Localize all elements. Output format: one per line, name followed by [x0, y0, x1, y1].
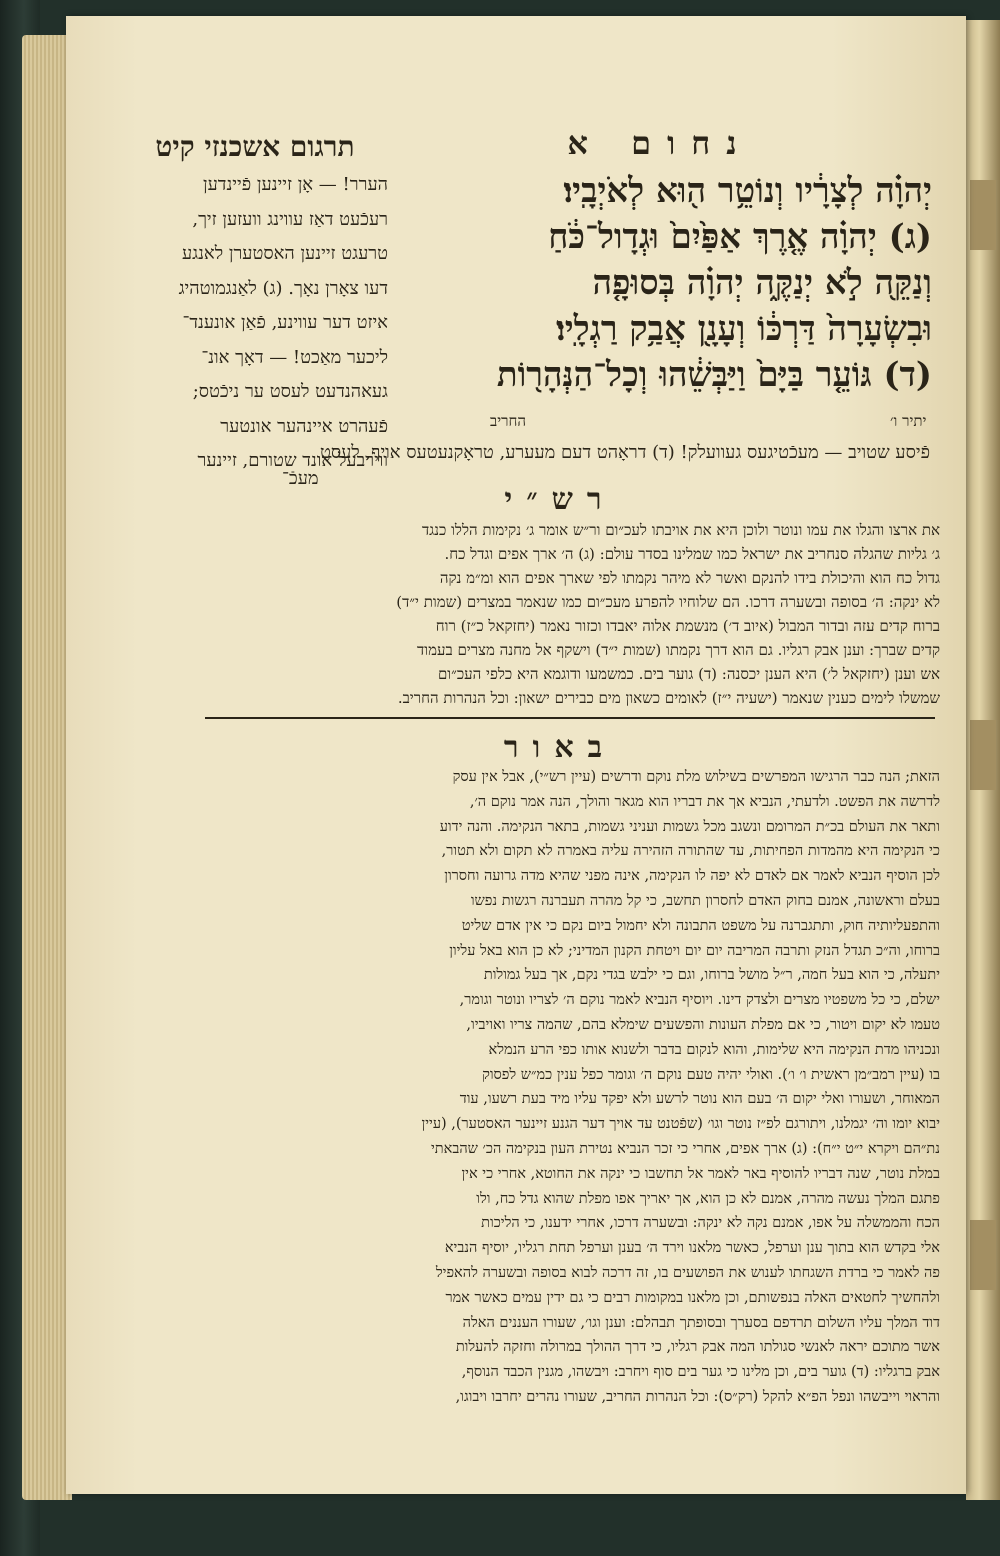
verse-line: וְנַקֵּ֖ה לֹ֣א יְנַקֶּ֑ה יְהוָ֗ה בְּסוּפָ֤ה [592, 263, 932, 303]
targum-line: פֿעהרט איינהער אונטער [220, 415, 388, 437]
targum-continuation-end: מעכֿ־ [282, 468, 319, 489]
targum-column [150, 168, 388, 479]
biur-line: פה לאמר כי ברדת השגחתו לענוש את הפושעים בו, זה דרכה לבוא בסופה ובשערה להאפיל [435, 1264, 940, 1281]
biur-line: והראוי וייבשהו ונפל הפ״א להקל (רק״ס): וכל הנהרות החריב, שעורו נהרים יחרבו ויבוגו, [455, 1388, 940, 1405]
biur-line: במלת נוטר, שנה דבריו להוסיף באר לאמר אל תחשבו כי ינקה את החוטא, אחרי כי אין [461, 1165, 940, 1182]
verse-line: וּבִשְׂעָרָה֙ דַּרְכּ֔וֹ וְעָנָ֖ן אֲבַ֥ק רַגְלָֽיו׃ [556, 309, 932, 349]
verse-line: (ד) גּוֹעֵ֤ר בַּיָּם֙ וַיַּבְּשֵׁ֔הוּ וְכָל־הַנְּהָר֖וֹת [496, 355, 932, 395]
biur-line: ברוחו, וה״כ תגדל הנזק ותרבה המריבה יום יום ויטחת הקנון המדיני; לא כן הוא באל עליון [449, 942, 940, 959]
targum-running-head: תרגום אשכנזי קיט [155, 130, 355, 163]
biur-commentary [205, 765, 940, 1410]
biur-line: ותאר את העולם בכ״ת המרומם ונשגב מכל גשמות ועניני גשמות, בתאר הנקימה. והנה ידוע [439, 818, 940, 835]
rashi-commentary [205, 518, 940, 710]
masoretic-note-right: יתיר ו׳ [890, 412, 927, 430]
verse-line: יְהוָ֗ה לְצָרָ֔יו וְנוֹטֵ֥ר ה֖וּא לְאֹיְבָֽיו׃ [563, 171, 932, 211]
biur-line: ישלם, כי כל משפטיו מצרים ולצדק דינו. ויוסיף הנביא לאמר נוקם ה׳ לצריו ונוטר וגומר, [459, 992, 940, 1009]
verse-line: (ג) יְהוָ֗ה אֶ֤רֶךְ אַפַּ֙יִם֙ וּגְדָול־כֹּ֔חַ [548, 217, 932, 257]
targum-line: דעו צאָרן נאָך. (ג) לאַנגמוטהיג [178, 277, 388, 299]
biur-line: לדרשה את הפשט. ולדעתי, הנביא אך את דבריו הוא מגאר והולך, הנה אמר נוקם ה׳, [469, 793, 940, 810]
biur-line: לכן הוסיף הנביא לאמר אם לאדם לא יפה לו הנקימה, אינה מפני שהיא מדה גרועה וחסרון [444, 868, 940, 885]
page-stack-edge [22, 35, 72, 1500]
targum-continuation: פֿיסע שטויב — מעכֿטיגעס געוועלק! (ד) דראָהט דעם מעערע, טראָקנעטעס אויף, לעסט [319, 442, 930, 463]
targum-line: ווירבעל אונד שטורם, זיינער [197, 450, 388, 471]
rashi-line: שמשלו לימים כענין שנאמר (ישעיה י״ז) לאומים כשאון מים כבירים ישאון: וכל הנהרות החריב. [397, 689, 940, 707]
biur-line: ולהחשיך לחטאים האלה בנפשותם, וכן מלאנו במקומות רבים כי גם ידין עמים כאשר אמר [445, 1289, 940, 1306]
biur-line: אשר מתוכם יראה לאנשי סגולתו המה אבק רגליו, כי דרך ההולך במרולה וחזקה להעלות [455, 1339, 940, 1356]
targum-line: געאהנדעט לעסט ער ניכֿטס; [192, 381, 388, 402]
biur-line: יבוא יומו וה׳ יגמלנו, ויתורגם לפ״ז נוטר וגו׳ (שפֿטנט עד אויך דער הגנע זיינער האסטער), (עיין [421, 1116, 940, 1133]
targum-line: רעכֿעט דאַז עווינג וועזען זיך, [192, 208, 388, 230]
section-divider [205, 717, 935, 719]
masoretic-note-left: החריב [490, 412, 527, 430]
targum-line: טרעגט זיינען האסטערן לאנגע [181, 243, 388, 264]
biur-line: בו (עיין רמב״מן ראשית ו׳ ו׳). ואולי יהיה טעם נוקם ה׳ וגומר כפל ענין כמ״ש לפסוק [482, 1066, 940, 1083]
rashi-line: קדים שברך: וענן אבק רגליו. גם הוא דרך נקמתו (שמות י״ד) וישקף אל מחנה מצרים בעמוד [417, 641, 940, 659]
targum-line: איזט דער עווינע, פֿאַן אונענד־ [182, 312, 388, 333]
biur-line: בעלם וראשונה, אמנם בחוק האדם לחסרון תחשב, כי קל מהרה תעברנה רגשות נפשו [470, 892, 940, 909]
biur-line: ונכניהו מדת הנקימה היא שלימות, והוא לנקום בדבר ולשנוא אותו כפי הרע הנמלא [488, 1041, 940, 1058]
scripture-verse-block [392, 168, 932, 398]
biur-line: אבק ברגליו: (ד) גוער בים, וכן מלינו כי גער בים סוף ויחרב: ויבשהו, מגנין הכבד הנוסף, [461, 1364, 940, 1381]
biur-line: הכח והממשלה על אפו, אמנם נקה לא ינקה: ובשערה דרכו, אחרי ידענו, כי הליכות [481, 1215, 940, 1232]
rashi-heading: רש״י [504, 482, 616, 517]
rashi-line: לא ינקה: ה׳ בסופה ובשערה דרכו. הם שלוחיו להפרע מעכ״ום כמו שנאמר במצרים (שמות י״ד) [396, 593, 940, 611]
book-running-head: נחום א [567, 124, 753, 162]
biur-heading: באור [503, 730, 617, 765]
biur-line: יתעלה, כי הוא בעל חמה, ר״ל מושל ברוחו, וגם כי ילבש בגדי נקם, אך בעל גמולות [483, 967, 940, 984]
rashi-line: גדול כח הוא והיכולת בידו להנקם ואשר לא מיהר נקמתו לפי שארך אפים הוא ומ״מ נקה [439, 569, 940, 587]
biur-line: והתפעליותיה חוק, ותתגברנה על משפט התבונה ולא יחמול ביום נקם כי אין אדם שליט [461, 917, 940, 934]
rashi-line: ג׳ גליות שהגלה סנחריב את ישראל כמו שמלינו בסדר עולם: (ג) ה׳ ארך אפים וגדל כח. [444, 545, 940, 563]
biur-line: דוד המלך עליו השלום תרדפם בסערך ובסופתך תבהלם: וענן וגו׳, שעורו העננים האלה [462, 1314, 940, 1331]
biur-line: נת״הם ויקרא י״ט י״ח): (ג) ארך אפים, אחרי כי זכר הנביא נטירת העון בנקימה הכ׳ שהבאתי [430, 1140, 940, 1157]
biur-line: המאוחר, ושעורו ואלי יקום ה׳ בעם הוא נוטר לרשע ולא יפקד עליו מיד בעת רשעו, עוד [459, 1091, 940, 1108]
biur-line: כי הנקימה היא מהמדות הפחיתות, עד שהתורה הזהירה עליה באמרה לא תקום ולא תטור, [441, 843, 940, 860]
facing-page-edge [966, 20, 1000, 1500]
targum-line: ליכער מאַכט! — דאָך אונ־ [201, 346, 388, 368]
biur-line: אלי בקדש הוא בתוך ענן וערפל, כאשר מלאנו וירד ה׳ בענן וערפל תחת רגליו, יוסיף הנביא [444, 1240, 940, 1257]
rashi-line: אש וענן (יחזקאל ל׳) היא הענן יכסנה: (ד) גוער בים. כמשמעו ודוגמא היא כלפי העכ״ום [437, 665, 940, 683]
rashi-line: את ארצו והגלו את עמו ונוטר ולוכן היא את אויבתו לעכ״ום ור״ש אומר ג׳ נקימות הללו כנגד [421, 521, 940, 539]
targum-line: הערר! — אָן זיינען פֿיינדען [203, 174, 388, 195]
biur-line: טעמו לא יקום ויטור, כי אם מפלת העונות והפשעים שימלא בהם, שהמה צריו ואויביו, [466, 1016, 940, 1033]
biur-line: פתגם המלך נעשה מהרה, אמנם לא כן הוא, אך יאריך אפו מפלת שהוא גדל כח, ולו [476, 1190, 940, 1207]
biur-line: הזאת; הנה כבר הרגישו המפרשים בשילוש מלת נוקם ודרשים (עיין רש״י), אבל אין עסק [452, 769, 940, 785]
rashi-line: ברוח קדים עזה ובדור המבול (איוב ד׳) מנשמת אלוה יאבדו וכזור נאמר (יחזקאל כ״ז) רוח [435, 617, 940, 635]
